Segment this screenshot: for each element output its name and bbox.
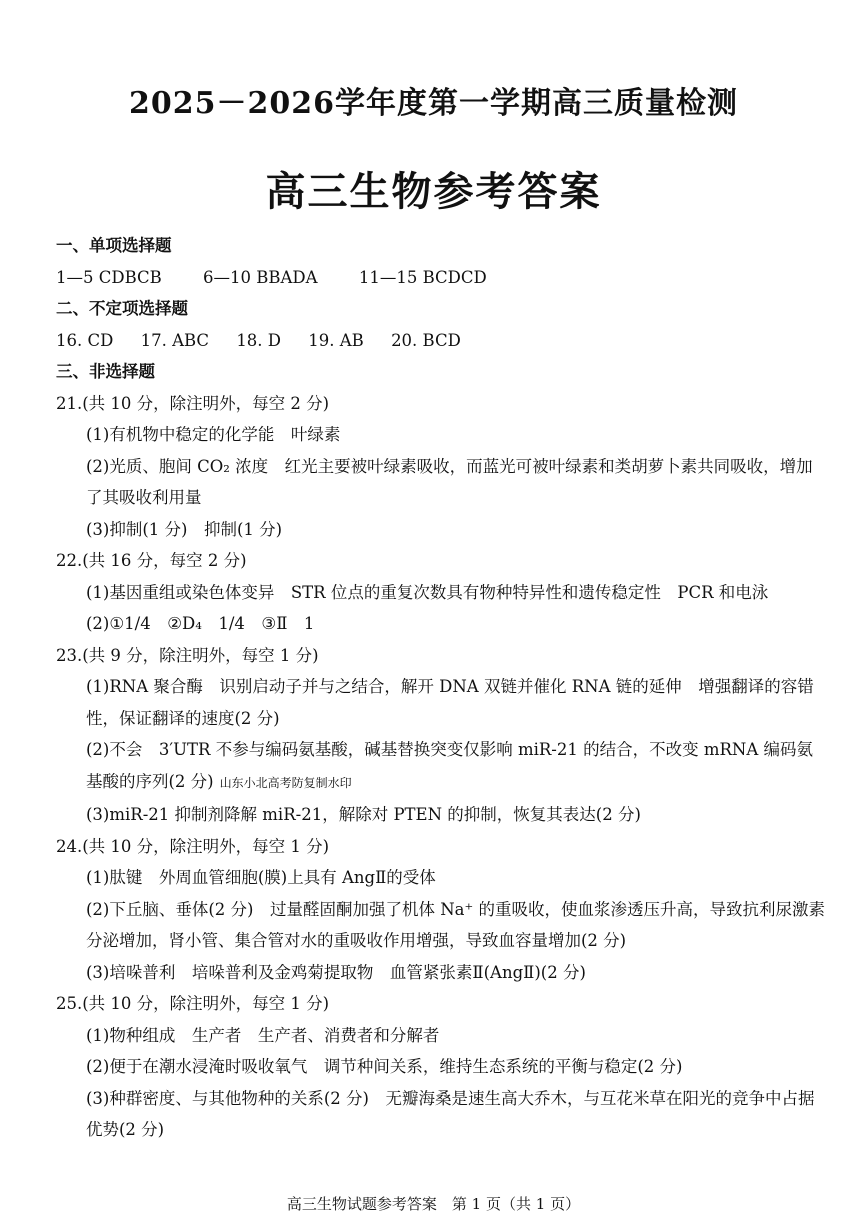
answer-item: 18. D: [236, 330, 282, 350]
question-25-heading: 25.(共 10 分，除注明外，每空 1 分): [56, 994, 330, 1013]
answer-group: 1—5 CDBCB: [56, 267, 162, 287]
question-25-answer-3: (3)种群密度、与其他物种的关系(2 分) 无瓣海桑是速生高大乔木，与互花米草在阳光的竞争中占据优势(2 分): [86, 1088, 815, 1139]
section-heading-non-choice: 三、非选择题: [56, 362, 155, 381]
question-23-heading: 23.(共 9 分，除注明外，每空 1 分): [56, 645, 319, 665]
question-23-answer-2: (2)不会 3′UTR 不参与编码氨基酸，碱基替换突变仅影响 miR-21 的结合，不改变 mRNA 编码氨基酸的序列(2 分): [86, 740, 814, 791]
question-25-answer-2: (2)便于在潮水浸淹时吸收氧气 调节种间关系，维持生态系统的平衡与稳定(2 分): [86, 1057, 683, 1076]
page-subtitle: 高三生物参考答案: [265, 168, 602, 215]
section-heading-single-choice: 一、单项选择题: [56, 236, 172, 255]
answer-group: 6—10 BBADA: [203, 267, 318, 287]
question-23-answer-3: (3)miR-21 抑制剂降解 miR-21，解除对 PTEN 的抑制，恢复其表达(2 分): [86, 805, 641, 824]
section-heading-multi-choice: 二、不定项选择题: [56, 299, 188, 318]
single-choice-answers: [56, 262, 826, 294]
question-23-answer-2-block: [56, 734, 826, 799]
question-24-answer-3: (3)培哚普利 培哚普利及金鸡菊提取物 血管紧张素Ⅱ(AngⅡ)(2 分): [86, 962, 586, 982]
question-23-answer-1: (1)RNA 聚合酶 识别启动子并与之结合，解开 DNA 双链并催化 RNA 链的延伸 增强翻译的容错性，保证翻译的速度(2 分): [86, 677, 814, 728]
question-21-answer-1: (1)有机物中稳定的化学能 叶绿素: [86, 425, 341, 444]
question-24-answer-2: (2)下丘脑、垂体(2 分) 过量醛固酮加强了机体 Na⁺ 的重吸收，使血浆渗透压升高，导致抗利尿激素分泌增加，肾小管、集合管对水的重吸收作用增强，导致血容量增加(2 分): [86, 899, 825, 950]
question-22-heading: 22.(共 16 分，每空 2 分): [56, 551, 247, 570]
question-25-answer-1: (1)物种组成 生产者 生产者、消费者和分解者: [86, 1025, 440, 1045]
question-22-answer-1: (1)基因重组或染色体变异 STR 位点的重复次数具有物种特异性和遗传稳定性 PCR 和电泳: [86, 582, 769, 602]
multi-choice-answers: [56, 325, 826, 357]
answer-item: 17. ABC: [140, 330, 210, 350]
page-footer: 高三生物试题参考答案 第 1 页（共 1 页）: [286, 1195, 581, 1213]
question-22-answer-2: (2)①1/4 ②D₄ 1/4 ③Ⅱ 1: [86, 614, 315, 633]
question-24-answer-1: (1)肽键 外周血管细胞(膜)上具有 AngⅡ的受体: [86, 868, 436, 887]
question-24-heading: 24.(共 10 分，除注明外，每空 1 分): [56, 836, 330, 856]
question-21-heading: 21.(共 10 分，除注明外，每空 2 分): [56, 393, 330, 413]
answer-item: 19. AB: [308, 330, 364, 350]
answer-body: [56, 230, 826, 1146]
answer-item: 16. CD: [56, 330, 114, 350]
page-title: 2025－2026学年度第一学期高三质量检测: [129, 86, 738, 121]
watermark-text: 山东小北高考防复制水印: [219, 775, 352, 790]
answer-item: 20. BCD: [391, 330, 461, 350]
answer-group: 11—15 BCDCD: [358, 267, 487, 287]
question-21-answer-3: (3)抑制(1 分) 抑制(1 分): [86, 519, 283, 539]
question-21-answer-2: (2)光质、胞间 CO₂ 浓度 红光主要被叶绿素吸收，而蓝光可被叶绿素和类胡萝卜素共同吸收，增加了其吸收利用量: [86, 456, 813, 507]
